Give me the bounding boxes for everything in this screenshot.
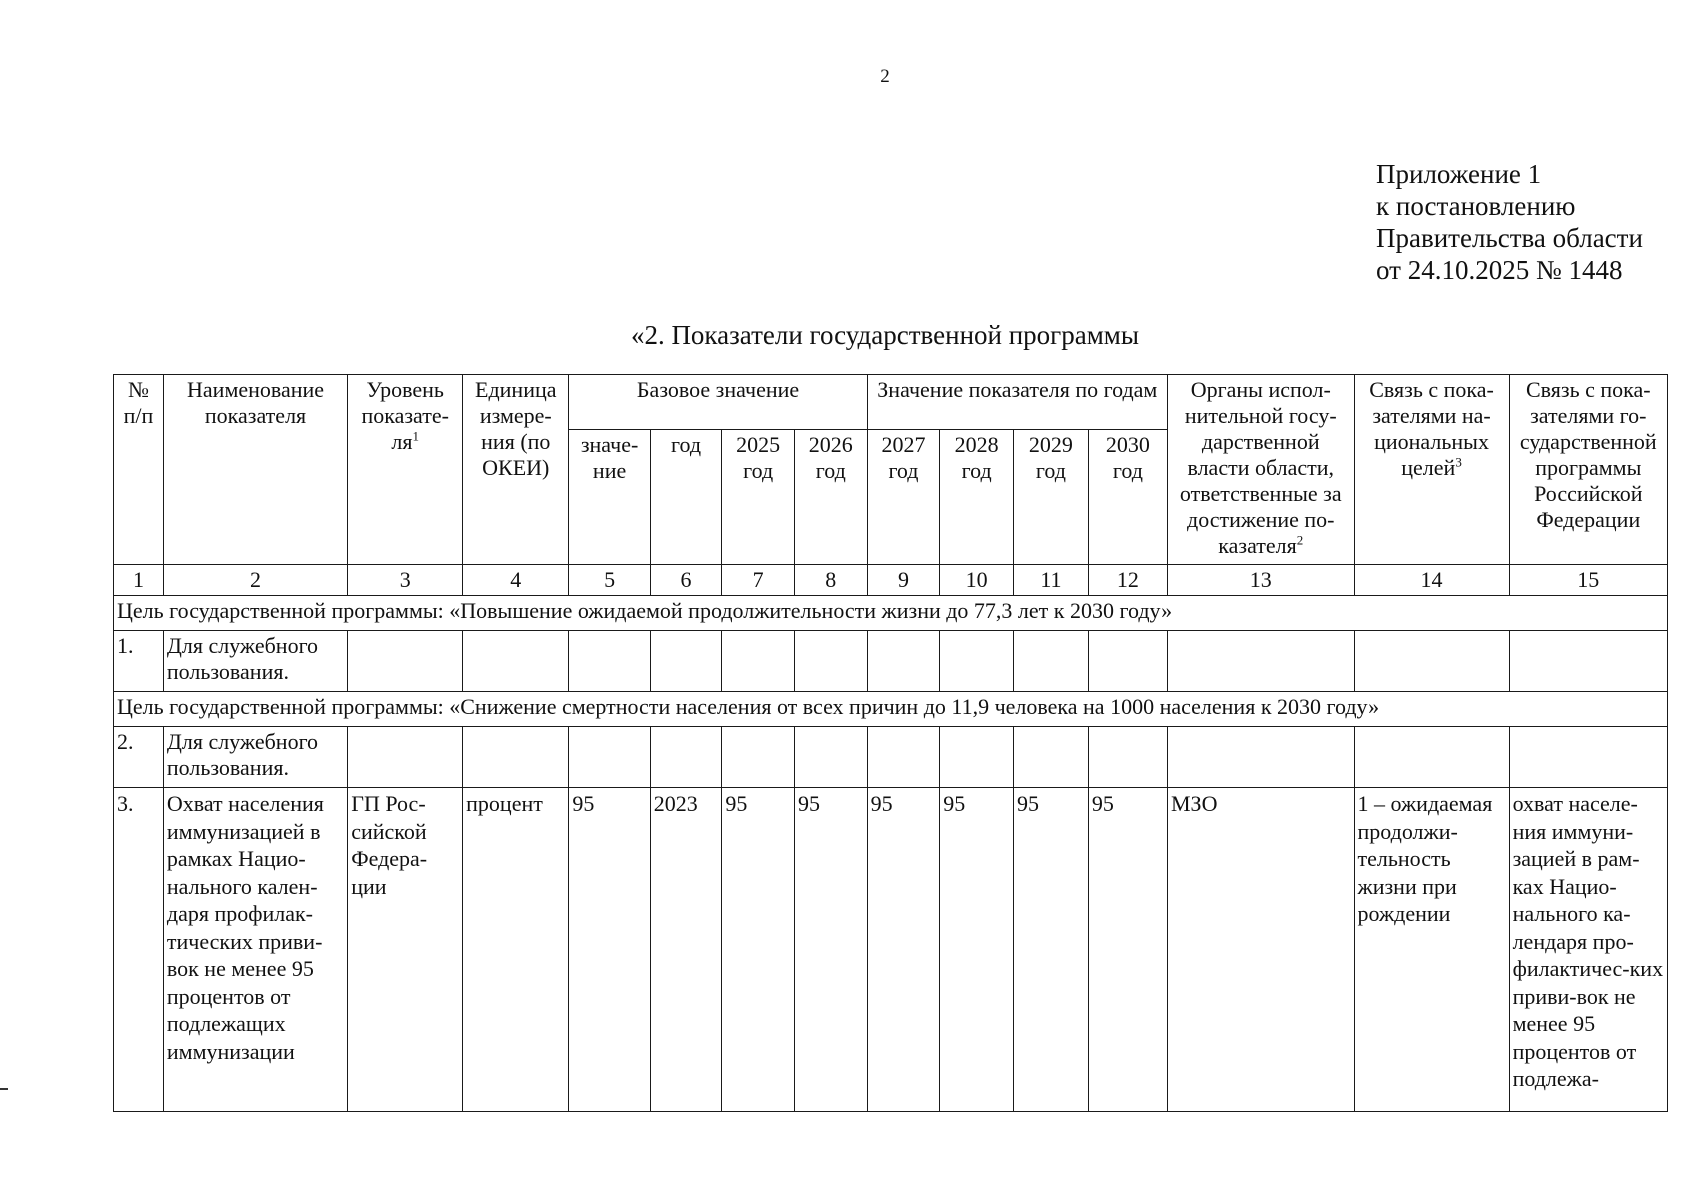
header-organs bbox=[1168, 375, 1355, 565]
header-national-footnote: 3 bbox=[1455, 454, 1462, 470]
header-by-years: Значение показателя по годам bbox=[867, 375, 1167, 430]
row-2-cell bbox=[569, 727, 650, 788]
column-number: 5 bbox=[569, 565, 650, 596]
row-3-national: 1 – ожидаемая продолжи-тельность жизни при рождении bbox=[1354, 788, 1509, 1112]
indicators-table bbox=[113, 374, 1668, 1112]
header-2029: 2029 год bbox=[1014, 430, 1089, 565]
row-1-cell bbox=[722, 631, 795, 692]
header-unit: Единица измере-ния (по ОКЕИ) bbox=[463, 375, 569, 565]
row-1-cell bbox=[1168, 631, 1355, 692]
row-2-cell bbox=[1014, 727, 1089, 788]
row-2-cell bbox=[650, 727, 722, 788]
column-number: 12 bbox=[1088, 565, 1167, 596]
row-2-cell bbox=[1354, 727, 1509, 788]
column-number: 13 bbox=[1168, 565, 1355, 596]
column-number: 3 bbox=[348, 565, 463, 596]
header-national-text: Связь с пока-зателями на-циональных целей bbox=[1369, 377, 1494, 480]
row-2-cell bbox=[1168, 727, 1355, 788]
row-1-cell bbox=[794, 631, 867, 692]
header-organs-text: Органы испол-нительной госу-дарственной власти области, ответственные за достижение по-казателя bbox=[1179, 377, 1342, 558]
row-1-name: Для служебного пользования. bbox=[163, 631, 347, 692]
row-3-base-value: 95 bbox=[569, 788, 650, 1112]
column-number: 7 bbox=[722, 565, 795, 596]
column-number: 10 bbox=[940, 565, 1014, 596]
row-1-cell bbox=[650, 631, 722, 692]
row-2-cell bbox=[348, 727, 463, 788]
row-1-cell bbox=[867, 631, 940, 692]
row-1-cell bbox=[569, 631, 650, 692]
row-2-cell bbox=[722, 727, 795, 788]
appendix-line-3: Правительства области bbox=[1376, 223, 1643, 253]
header-name: Наименование показателя bbox=[163, 375, 347, 565]
row-3-name: Охват населения иммунизацией в рамках Нацио-нального кален-даря профилак-тических приви-вок не менее 95 процентов от подлежащих иммунизации bbox=[163, 788, 347, 1112]
header-base-year: год bbox=[650, 430, 722, 565]
appendix-line-2: к постановлению bbox=[1376, 191, 1576, 221]
column-number: 1 bbox=[114, 565, 164, 596]
column-number: 15 bbox=[1509, 565, 1667, 596]
appendix-line-4: от 24.10.2025 № 1448 bbox=[1376, 255, 1623, 285]
header-2025: 2025 год bbox=[722, 430, 795, 565]
row-2-no: 2. bbox=[114, 727, 164, 788]
row-2-cell bbox=[940, 727, 1014, 788]
row-2-cell bbox=[867, 727, 940, 788]
margin-mark bbox=[0, 1088, 8, 1090]
column-number: 11 bbox=[1014, 565, 1089, 596]
header-level bbox=[348, 375, 463, 565]
column-number: 14 bbox=[1354, 565, 1509, 596]
column-number: 8 bbox=[794, 565, 867, 596]
header-base-value: значе-ние bbox=[569, 430, 650, 565]
header-2026: 2026 год bbox=[794, 430, 867, 565]
section-heading: «2. Показатели государственной программы bbox=[630, 320, 1140, 350]
goal-row-2: Цель государственной программы: «Снижение смертности населения от всех причин до 11,9 человека на 1000 населения к 2030 году» bbox=[114, 692, 1668, 727]
row-3-value-2030: 95 bbox=[1088, 788, 1167, 1112]
row-1-cell bbox=[348, 631, 463, 692]
row-3-unit: процент bbox=[463, 788, 569, 1112]
page-number: 2 bbox=[880, 66, 890, 87]
header-national bbox=[1354, 375, 1509, 565]
appendix-block bbox=[1376, 158, 1643, 286]
header-base: Базовое значение bbox=[569, 375, 867, 430]
row-3-no: 3. bbox=[114, 788, 164, 1112]
column-number: 2 bbox=[163, 565, 347, 596]
row-3-organs: МЗО bbox=[1168, 788, 1355, 1112]
row-1-cell bbox=[1509, 631, 1667, 692]
header-2030: 2030 год bbox=[1088, 430, 1167, 565]
row-3-value-2029: 95 bbox=[1014, 788, 1089, 1112]
header-organs-footnote: 2 bbox=[1296, 532, 1304, 548]
row-3-value-2027: 95 bbox=[867, 788, 940, 1112]
row-3-value-2025: 95 bbox=[722, 788, 795, 1112]
row-3-value-2028: 95 bbox=[940, 788, 1014, 1112]
column-number: 6 bbox=[650, 565, 722, 596]
row-2-cell bbox=[1509, 727, 1667, 788]
row-1-cell bbox=[1088, 631, 1167, 692]
column-number: 4 bbox=[463, 565, 569, 596]
row-3-value-2026: 95 bbox=[794, 788, 867, 1112]
header-no: № п/п bbox=[114, 375, 164, 565]
row-1-cell bbox=[1354, 631, 1509, 692]
row-2-cell bbox=[794, 727, 867, 788]
row-1-no: 1. bbox=[114, 631, 164, 692]
header-2028: 2028 год bbox=[940, 430, 1014, 565]
row-2-cell bbox=[463, 727, 569, 788]
header-2027: 2027 год bbox=[867, 430, 940, 565]
header-level-footnote: 1 bbox=[412, 428, 419, 444]
row-2-name: Для служебного пользования. bbox=[163, 727, 347, 788]
row-3-base-year: 2023 bbox=[650, 788, 722, 1112]
appendix-line-1: Приложение 1 bbox=[1376, 159, 1542, 189]
row-2-cell bbox=[1088, 727, 1167, 788]
header-level-text: Уровень показате-ля bbox=[361, 377, 449, 454]
goal-row-1: Цель государственной программы: «Повышение ожидаемой продолжительности жизни до 77,3 лет к 2030 году» bbox=[114, 596, 1668, 631]
row-1-cell bbox=[940, 631, 1014, 692]
row-1-cell bbox=[1014, 631, 1089, 692]
header-rf: Связь с пока-зателями го-сударственной программы Российской Федерации bbox=[1509, 375, 1667, 565]
row-1-cell bbox=[463, 631, 569, 692]
row-3-rf: охват населе-ния иммуни-зацией в рам-ках Нацио-нального ка-лендаря про-филактичес-ких приви-вок не менее 95 процентов от подлежа- bbox=[1509, 788, 1667, 1112]
row-3-level: ГП Рос-сийской Федера-ции bbox=[348, 788, 463, 1112]
column-number: 9 bbox=[867, 565, 940, 596]
